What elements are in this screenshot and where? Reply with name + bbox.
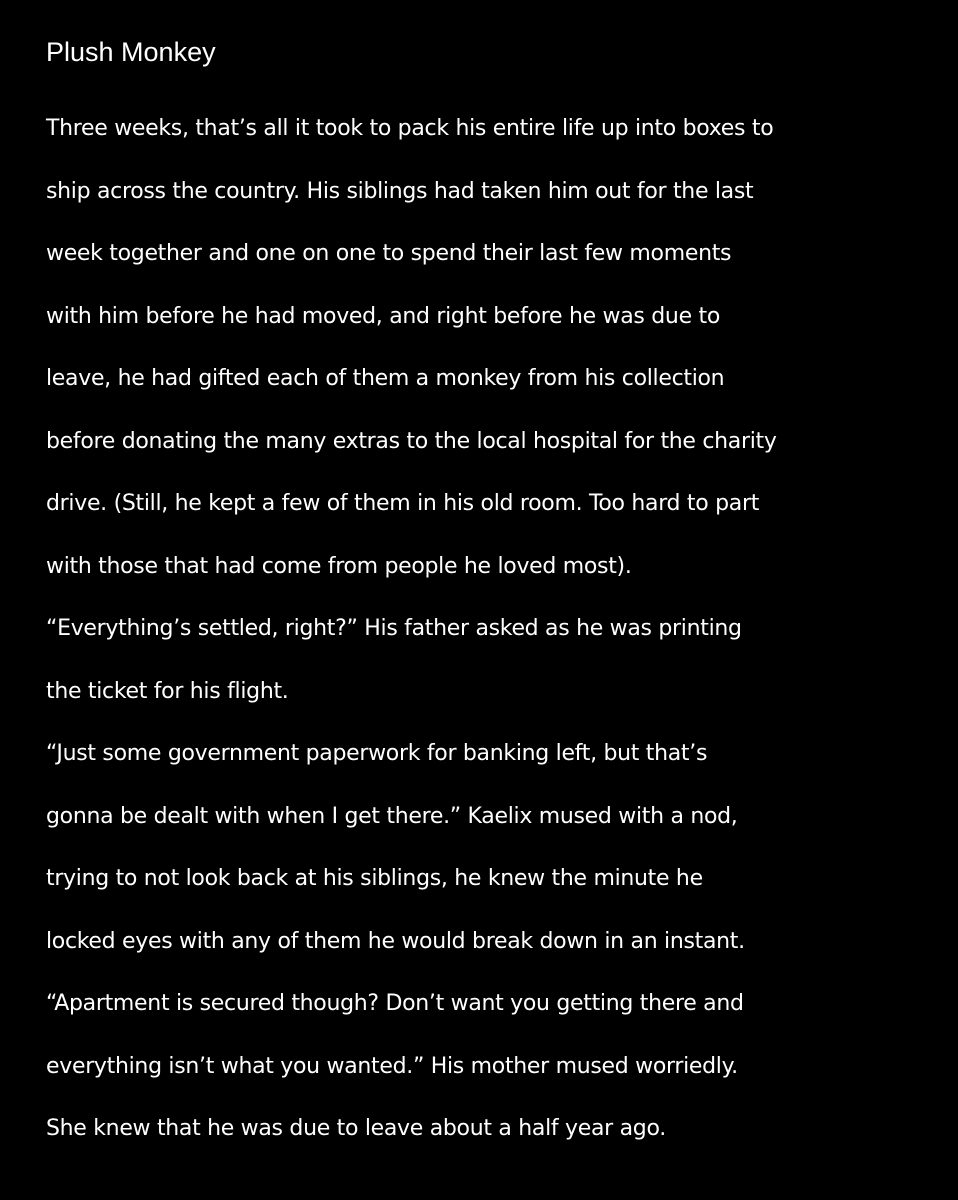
text-line: trying to not look back at his siblings, he knew the minute he [46, 866, 703, 891]
text-line: leave, he had gifted each of them a monkey from his collection [46, 366, 725, 391]
text-line: She knew that he was due to leave about a half year ago. [46, 1116, 666, 1141]
text-line: ship across the country. His siblings had taken him out for the last [46, 178, 754, 204]
text-line: everything isn’t what you wanted.” His mother mused worriedly. [46, 1053, 738, 1079]
text-line: before donating the many extras to the local hospital for the charity [46, 428, 777, 454]
text-line: with those that had come from people he loved most). [46, 553, 632, 579]
text-line: drive. (Still, he kept a few of them in his old room. Too hard to part [46, 491, 760, 516]
text-line: “Everything’s settled, right?” His father asked as he was printing [46, 616, 742, 641]
text-line: week together and one on one to spend their last few moments [46, 241, 732, 266]
text-line: the ticket for his flight. [46, 678, 289, 704]
text-line: “Just some government paperwork for banking left, but that’s [46, 741, 708, 766]
story-text [46, 98, 936, 1161]
text-line: “Apartment is secured though? Don’t want you getting there and [46, 991, 744, 1016]
text-line: gonna be dealt with when I get there.” Kaelix mused with a nod, [46, 803, 738, 829]
document-title: Plush Monkey [46, 37, 216, 67]
text-line: Three weeks, that’s all it took to pack his entire life up into boxes to [46, 116, 774, 141]
text-line: with him before he had moved, and right before he was due to [46, 303, 720, 329]
text-line: locked eyes with any of them he would break down in an instant. [46, 928, 745, 954]
